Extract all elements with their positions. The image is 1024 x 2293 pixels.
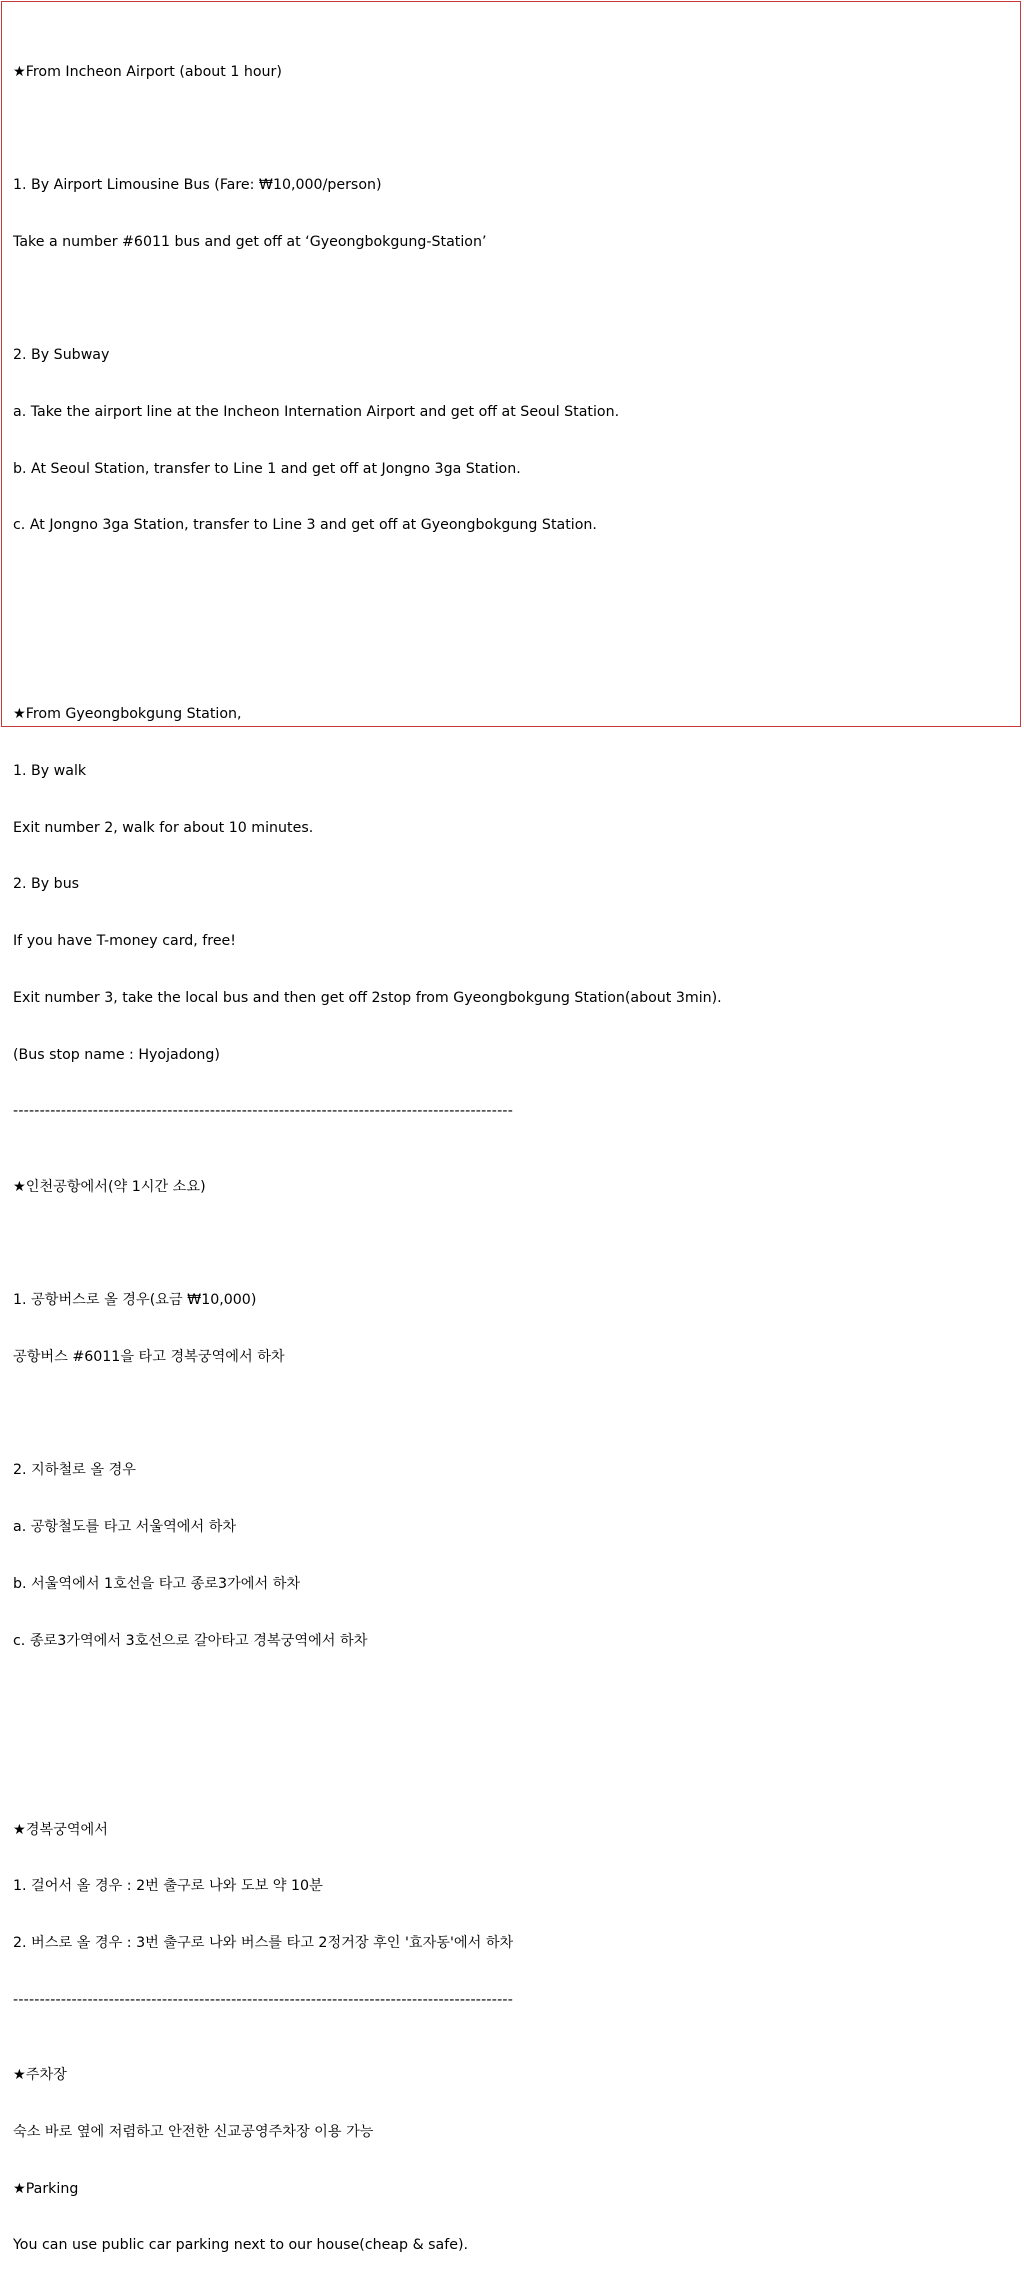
gyeongbokgung-ko-walk: 1. 걸어서 올 경우 : 2번 출구로 나와 도보 약 10분 (13, 1878, 323, 1895)
incheon-en-bus-detail: Take a number #6011 bus and get off at ‘Gyeongbokgung-Station’ (13, 233, 487, 250)
gyeongbokgung-en-bus-detail: Exit number 3, take the local bus and then get off 2stop from Gyeongbokgung Station(about 3min). (13, 989, 722, 1006)
incheon-en-heading: ★From Incheon Airport (about 1 hour) (13, 63, 282, 80)
spacer (13, 630, 1013, 649)
parking-ko-detail: 숙소 바로 옆에 저렴하고 안전한 신교공영주차장 이용 가능 (13, 2123, 374, 2140)
incheon-ko-subway-a: a. 공항철도를 타고 서울역에서 하차 (13, 1519, 237, 1536)
star-icon: ★ (13, 706, 26, 723)
spacer (13, 119, 1013, 138)
incheon-ko-subway-title: 2. 지하철로 올 경우 (13, 1462, 137, 1479)
gyeongbokgung-en-bus-stop: (Bus stop name : Hyojadong) (13, 1046, 220, 1063)
spacer (13, 1688, 1013, 1707)
spacer (13, 1745, 1013, 1764)
parking-en-heading: ★Parking (13, 2180, 79, 2197)
star-icon: ★ (13, 63, 26, 80)
spacer (13, 573, 1013, 592)
incheon-ko-subway-c: c. 종로3가역에서 3호선으로 갈아타고 경복궁역에서 하차 (13, 1632, 368, 1649)
spacer (13, 1235, 1013, 1254)
star-icon: ★ (13, 2067, 26, 2084)
incheon-ko-bus-detail: 공항버스 #6011을 타고 경복궁역에서 하차 (13, 1349, 285, 1365)
star-icon: ★ (13, 1178, 26, 1195)
gyeongbokgung-en-walk-detail: Exit number 2, walk for about 10 minutes. (13, 819, 314, 836)
incheon-en-subway-title: 2. By Subway (13, 347, 110, 364)
star-icon: ★ (13, 1821, 26, 1838)
gyeongbokgung-en-bus-free: If you have T-money card, free! (13, 933, 236, 950)
parking-ko-heading: ★주차장 (13, 2067, 67, 2084)
incheon-ko-bus-title: 1. 공항버스로 올 경우(요금 ₩10,000) (13, 1292, 257, 1309)
incheon-en-subway-c: c. At Jongno 3ga Station, transfer to Line 3 and get off at Gyeongbokgung Station. (13, 517, 597, 534)
divider-line: ---------------------------------------------------------------------------------------------- (13, 1991, 514, 2008)
spacer (13, 290, 1013, 309)
incheon-en-subway-b: b. At Seoul Station, transfer to Line 1 and get off at Jongno 3ga Station. (13, 460, 521, 477)
incheon-en-subway-a: a. Take the airport line at the Incheon Internation Airport and get off at Seoul Station. (13, 403, 620, 420)
gyeongbokgung-en-walk-title: 1. By walk (13, 763, 87, 780)
gyeongbokgung-en-heading: ★From Gyeongbokgung Station, (13, 706, 242, 723)
parking-en-detail: You can use public car parking next to our house(cheap & safe). (13, 2237, 468, 2254)
directions-document (13, 6, 1013, 2293)
spacer (13, 1405, 1013, 1424)
divider-line: ---------------------------------------------------------------------------------------------- (13, 1103, 514, 1120)
incheon-en-bus-title: 1. By Airport Limousine Bus (Fare: ₩10,000/person) (13, 177, 382, 194)
incheon-ko-heading: ★인천공항에서(약 1시간 소요) (13, 1178, 206, 1195)
incheon-ko-subway-b: b. 서울역에서 1호선을 타고 종로3가에서 하차 (13, 1575, 301, 1592)
star-icon: ★ (13, 2180, 26, 2197)
gyeongbokgung-en-bus-title: 2. By bus (13, 876, 80, 893)
gyeongbokgung-ko-bus: 2. 버스로 올 경우 : 3번 출구로 나와 버스를 타고 2정거장 후인 '효자동'에서 하차 (13, 1934, 514, 1951)
gyeongbokgung-ko-heading: ★경복궁역에서 (13, 1821, 108, 1838)
